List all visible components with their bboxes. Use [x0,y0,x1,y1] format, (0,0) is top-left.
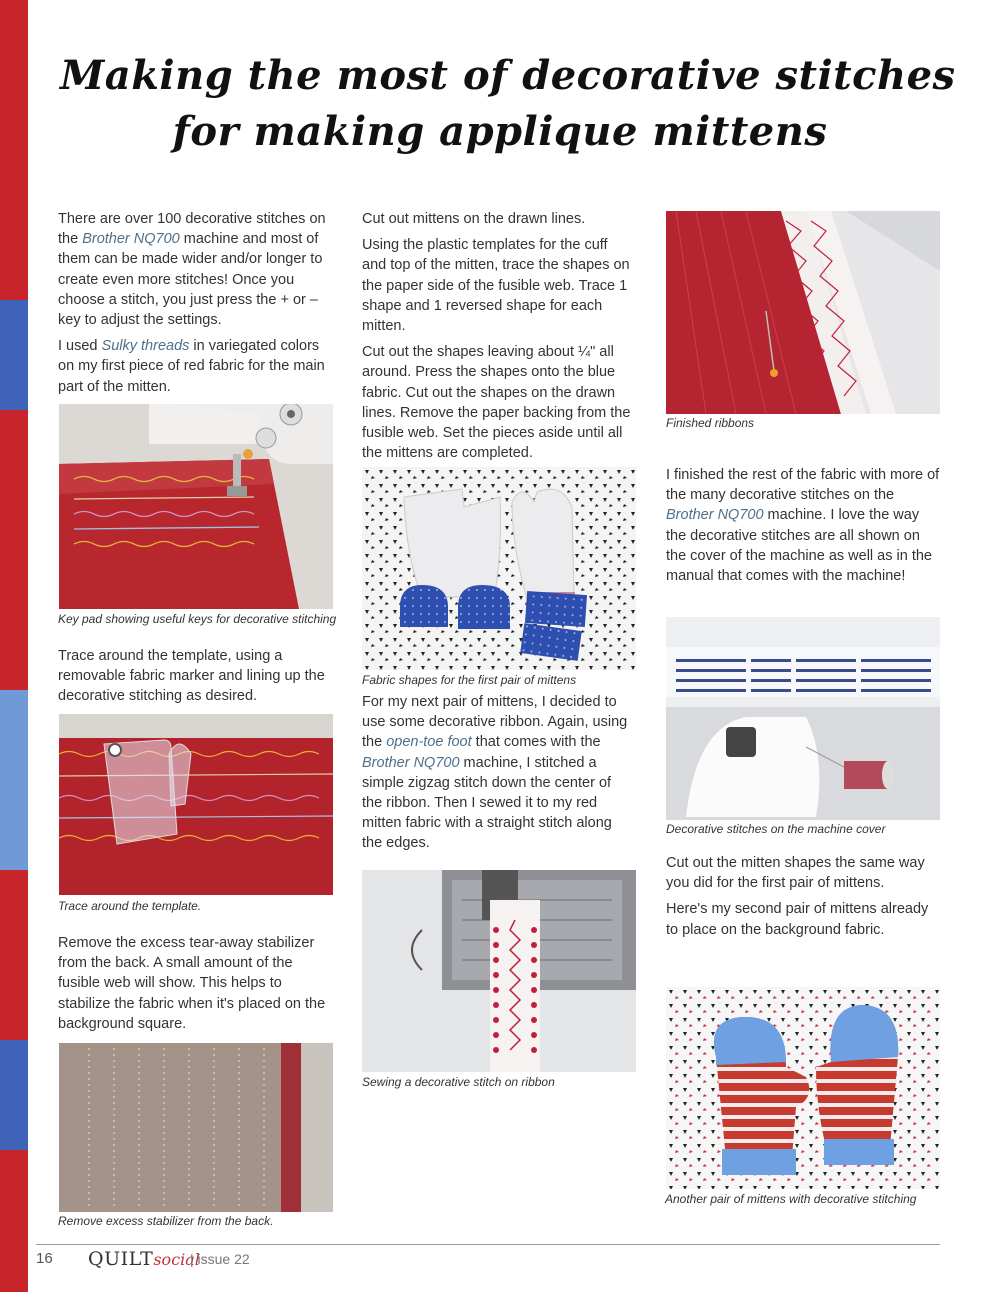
text-run: machine, I stitched a simple zigzag stitch down the center of the ribbon. Then I sewed it to my red mitten fabric with a straight stitch along the edges. [362,754,612,852]
photo-keypad-stitching [59,404,333,609]
photo-machine-cover [666,617,940,820]
col1-paragraph-4: Remove the excess tear-away stabilizer from the back. A small amount of the fusible web will show. This helps to stabilize the fabric when it's placed on the background square. [58,935,326,1032]
col3-text-1 [666,465,942,592]
col2-ribbon-text [362,692,634,860]
col2-text [362,209,634,469]
text-run: in variegated colors on my first piece of red fabric for the main part of the mitten. [58,338,325,395]
col3-paragraph-3: Here's my second pair of mittens already to place on the background fabric. [666,901,929,938]
photo-remove-stabilizer [59,1043,333,1212]
photo-finished-ribbons [666,211,940,414]
col1-stabilizer-text [58,933,336,1040]
col3-paragraph-1 [666,465,942,586]
photo-fabric-shapes [362,467,636,670]
text-run: that comes with the [471,734,601,751]
col1-trace-text [58,646,336,713]
brother-nq700-link[interactable]: Brother NQ700 [666,507,764,524]
brother-nq700-link[interactable]: Brother NQ700 [82,231,180,248]
photo-sewing-ribbon [362,870,636,1072]
caption-keypad: Key pad showing useful keys for decorative stitching [58,612,337,626]
col1-intro-text [58,209,336,403]
issue-label: | issue 22 [190,1251,250,1267]
col2-paragraph-4 [362,692,634,854]
col3-text-2 [666,853,942,946]
col3-paragraph-2: Cut out the mitten shapes the same way you did for the first pair of mittens. [666,855,925,892]
col2-paragraph-2: Using the plastic templates for the cuff and top of the mitten, trace the shapes on the paper side of the fusible web. Trace 1 shape and 1 reversed shape for each mitten. [362,237,630,335]
open-toe-foot-link[interactable]: open-toe foot [386,734,472,751]
footer-rule [36,1244,940,1245]
caption-stabilizer: Remove excess stabilizer from the back. [58,1214,274,1228]
page-number: 16 [36,1250,53,1267]
logo-main-text: QUILT [88,1248,154,1270]
text-run: I used [58,338,102,355]
logo-script-text: social [153,1250,200,1269]
title-line-1: Making the most of decorative stitches [60,52,956,99]
photo-trace-template [59,714,333,895]
text-run: There are over 100 decorative stitches on the [58,211,326,248]
text-run: I finished the rest of the fabric with more of the many decorative stitches on the [666,467,940,504]
col1-paragraph-1 [58,209,336,330]
col1-paragraph-2 [58,336,336,397]
sulky-threads-link[interactable]: Sulky threads [101,338,190,355]
caption-trace: Trace around the template. [58,899,202,913]
col2-paragraph-3: Cut out the shapes leaving about ¼" all around. Press the shapes onto the blue fabric. Cut out the shapes on the drawn lines. Remove the paper backing from the fusible web. Set the pieces aside until all the mittens are completed. [362,344,631,462]
text-run: machine and most of them can be made wider and/or longer to create even more stitches! Once you choose a stitch, you just press the + or – key to adjust the settings. [58,231,323,329]
decorative-fabric-strip [0,0,28,1292]
caption-second-mittens: Another pair of mittens with decorative stitching [665,1192,917,1206]
caption-sewing-ribbon: Sewing a decorative stitch on ribbon [362,1075,555,1089]
text-run: machine. I love the way the decorative stitches are all shown on the cover of the machine as well as in the manual that comes with the machine! [666,507,932,585]
title-line-2: for making applique mittens [172,108,828,155]
caption-machine-cover: Decorative stitches on the machine cover [666,822,886,836]
photo-second-mittens [666,987,940,1189]
col1-paragraph-3: Trace around the template, using a removable fabric marker and lining up the decorative stitching as desired. [58,648,325,705]
caption-fabric-shapes: Fabric shapes for the first pair of mittens [362,673,577,687]
col2-paragraph-1: Cut out mittens on the drawn lines. [362,211,586,227]
caption-finished-ribbons: Finished ribbons [666,416,755,430]
text-run: For my next pair of mittens, I decided to use some decorative ribbon. Again, using the [362,694,628,751]
quiltsocial-logo [88,1248,200,1270]
brother-nq700-link[interactable]: Brother NQ700 [362,754,460,771]
page-title [60,48,956,160]
